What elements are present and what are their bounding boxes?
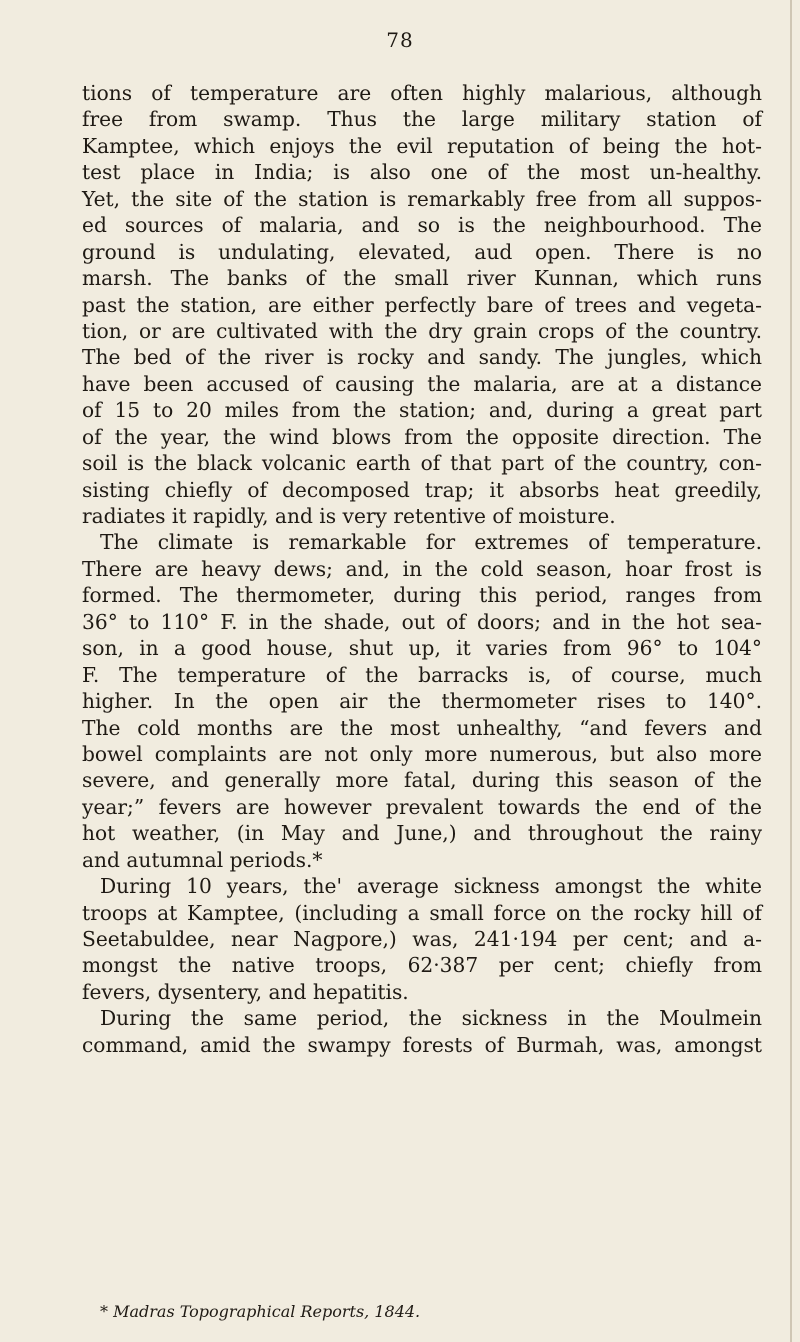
text-line: The bed of the river is rocky and sandy. The jungles, which xyxy=(82,345,762,370)
text-line: marsh. The banks of the small river Kunnan, which runs xyxy=(82,266,762,291)
text-line: ground is undulating, elevated, aud open. There is no xyxy=(82,239,762,264)
text-line: 36° to 110° F. in the shade, out of doors; and in the hot sea- xyxy=(82,609,762,634)
body-text xyxy=(82,80,762,1058)
text-line: higher. In the open air the thermometer rises to 140°. xyxy=(82,689,762,714)
footnote-text: Madras Topographical Reports, 1844. xyxy=(113,1302,421,1321)
text-line: Kamptee, which enjoys the evil reputation of being the hot- xyxy=(82,133,762,158)
text-line: troops at Kamptee, (including a small force on the rocky hill of xyxy=(82,900,762,925)
text-line: of 15 to 20 miles from the station; and, during a great part xyxy=(82,398,762,423)
text-line: During 10 years, the' average sickness amongst the white xyxy=(100,874,762,899)
text-line: hot weather, (in May and June,) and throughout the rainy xyxy=(82,821,762,846)
text-line: tion, or are cultivated with the dry grain crops of the country. xyxy=(82,318,762,343)
text-line: bowel complaints are not only more numerous, but also more xyxy=(82,741,762,766)
footnote-marker: * xyxy=(100,1302,108,1321)
text-line: tions of temperature are often highly malarious, although xyxy=(82,81,762,105)
text-line: of the year, the wind blows from the opposite direction. The xyxy=(82,424,762,449)
text-line: fevers, dysentery, and hepatitis. xyxy=(82,979,409,1004)
text-line: and autumnal periods.* xyxy=(82,847,323,872)
text-line: Yet, the site of the station is remarkably free from all suppos- xyxy=(82,186,762,211)
text-line: free from swamp. Thus the large military station of xyxy=(82,107,762,132)
text-line: command, amid the swampy forests of Burmah, was, amongst xyxy=(82,1032,762,1057)
text-line: sisting chiefly of decomposed trap; it absorbs heat greedily, xyxy=(82,477,762,502)
text-line: formed. The thermometer, during this period, ranges from xyxy=(82,583,762,608)
text-line: mongst the native troops, 62·387 per cent; chiefly from xyxy=(82,953,762,978)
text-line: F. The temperature of the barracks is, of course, much xyxy=(82,662,762,687)
text-line: past the station, are either perfectly bare of trees and vegeta- xyxy=(82,292,762,317)
text-line: son, in a good house, shut up, it varies from 96° to 104° xyxy=(82,636,762,661)
text-line: have been accused of causing the malaria, are at a distance xyxy=(82,371,762,396)
text-line: Seetabuldee, near Nagpore,) was, 241·194 per cent; and a- xyxy=(82,927,762,951)
text-line: severe, and generally more fatal, during this season of the xyxy=(82,768,762,793)
text-line: year;” fevers are however prevalent towards the end of the xyxy=(82,794,762,819)
text-line: During the same period, the sickness in the Moulmein xyxy=(100,1006,762,1031)
text-line: radiates it rapidly, and is very retentive of moisture. xyxy=(82,504,616,528)
page-edge-line xyxy=(790,0,792,1342)
text-line: ed sources of malaria, and so is the neighbourhood. The xyxy=(82,213,762,238)
text-line: The climate is remarkable for extremes of temperature. xyxy=(100,530,762,555)
text-line: The cold months are the most unhealthy, “and fevers and xyxy=(82,715,762,740)
text-line: test place in India; is also one of the most un-healthy. xyxy=(82,160,762,185)
footnote xyxy=(100,1302,760,1322)
text-line: There are heavy dews; and, in the cold season, hoar frost is xyxy=(82,556,762,581)
text-line: soil is the black volcanic earth of that part of the country, con- xyxy=(82,451,762,476)
page-number: 78 xyxy=(386,28,414,52)
